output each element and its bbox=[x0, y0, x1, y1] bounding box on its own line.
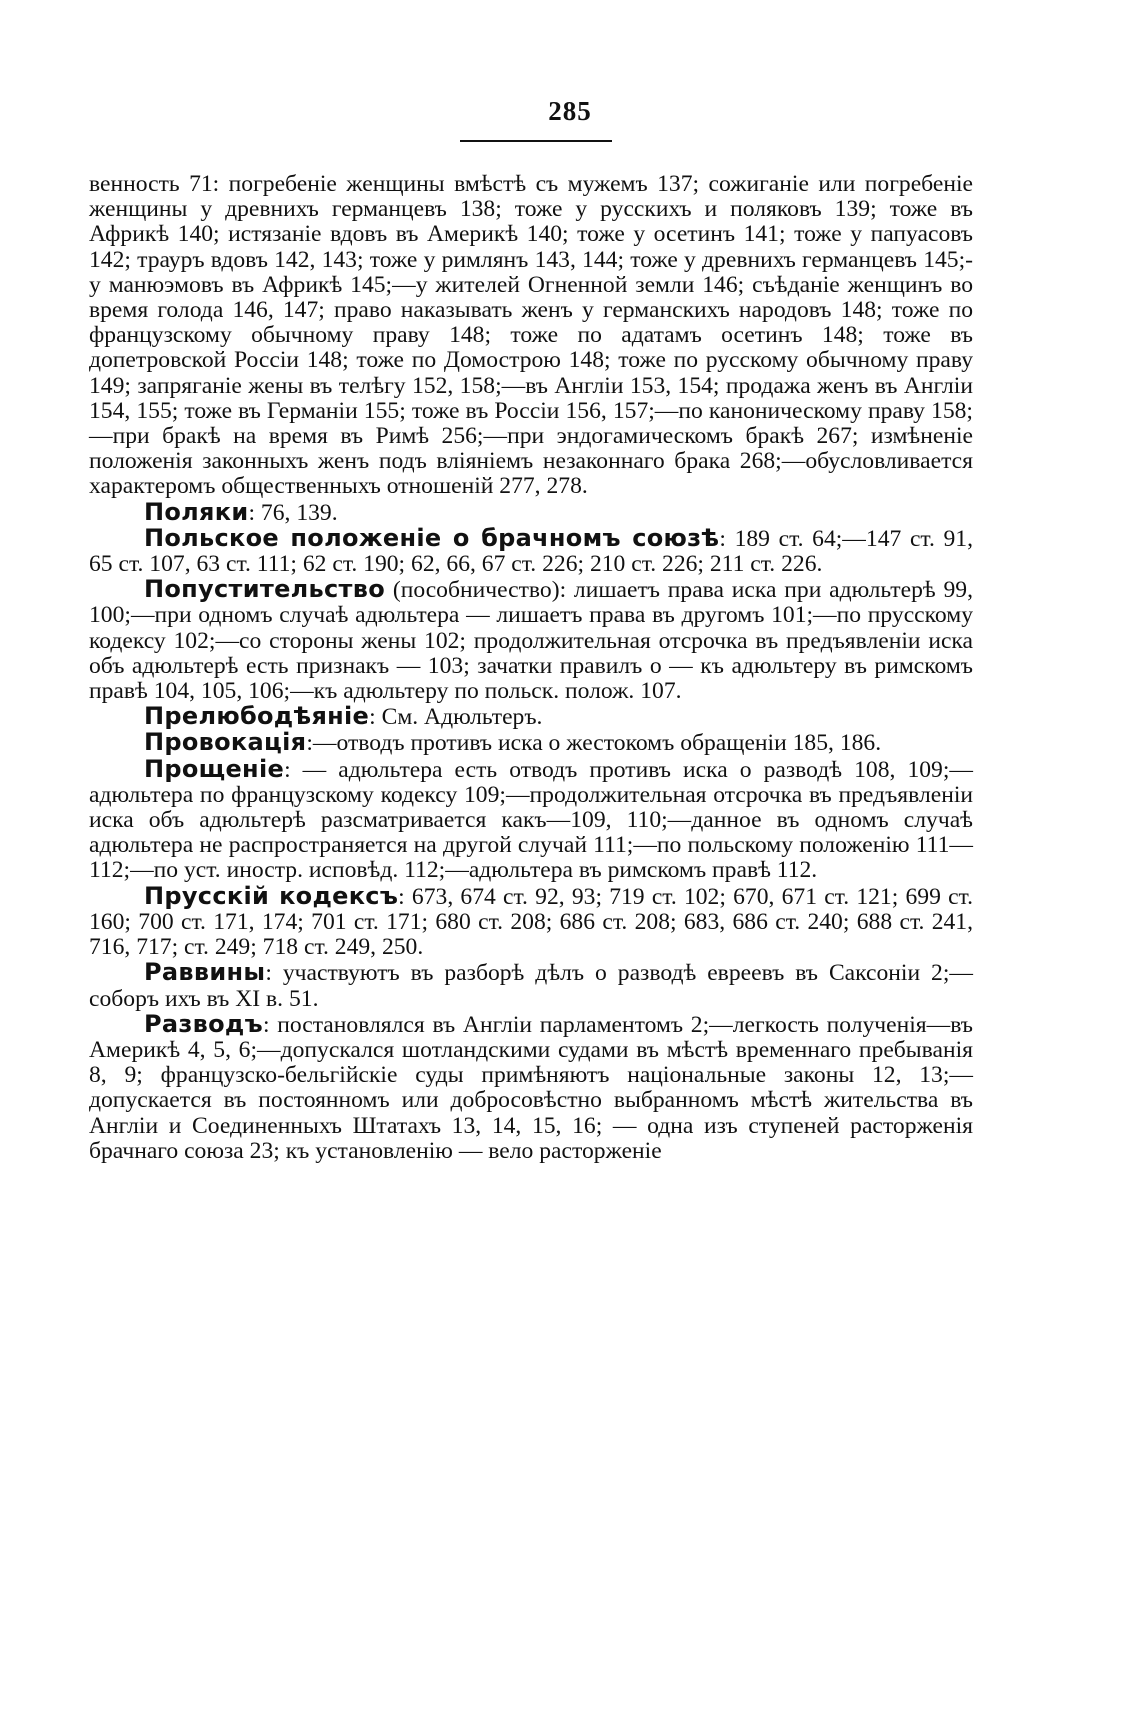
entry-term: Польское положеніе о брачномъ союзѣ bbox=[144, 523, 720, 552]
entry-text: : 673, 674 ст. 92, 93; 719 ст. 102; 670, 671 ст. 121; 699 ст. 160; 700 ст. 171, 174; 701 ст. 171; 680 ст. 208; 686 ст. 208; 683, 686 ст. 240; 688 ст. 241, 716, 717; ст. 249; 718 ст. 249, 250. bbox=[89, 883, 973, 961]
entry-text: : — адюльтера есть отводъ противъ иска о разводѣ 108, 109;—адюльтера по французскому кодексу 109;—продолжительная отсрочка въ предъявленіи иска объ адюльтерѣ разсматривается какъ—109, 110;—данное въ одномъ случаѣ адюльтера не распространяется на другой случай 111;—по польскому положенію 111—112;—по уст. иностр. исповѣд. 112;—адюльтера въ римскомъ правѣ 112. bbox=[89, 756, 973, 884]
entry-text: :—отводъ противъ иска о жестокомъ обращеніи 185, 186. bbox=[306, 730, 882, 757]
entry-text: : См. Адюльтеръ. bbox=[369, 704, 543, 731]
entry-text: : 189 ст. 64;—147 ст. 91, 65 ст. 107, 63 ст. 111; 62 ст. 190; 62, 66, 67 ст. 226; 210 ст. 226; 211 ст. 226. bbox=[89, 525, 973, 578]
index-entry-ravviny bbox=[89, 960, 973, 1011]
index-entry-razvod bbox=[89, 1009, 973, 1164]
entry-text: : 76, 139. bbox=[248, 499, 338, 526]
index-entry-proshchenie bbox=[89, 754, 973, 884]
entry-term: Прощеніе bbox=[144, 754, 285, 783]
entry-term: Попустительство bbox=[144, 575, 386, 604]
entry-text: : постановлялся въ Англіи парламентомъ 2;—легкость полученія—въ Америкѣ 4, 5, 6;—допускался шотландскими судами въ мѣстѣ временнаго пребыванія 8, 9; французско-бельгійскіе суды примѣняютъ національные законы 12, 13;—допускается въ постоянномъ или добросовѣстно выбранномъ мѣстѣ жительства въ Англіи и Соединенныхъ Штатахъ 13, 14, 15, 16; — одна изъ ступеней расторженія брачнаго союза 23; къ установленію — вело расторженіе bbox=[89, 1011, 973, 1164]
index-column bbox=[89, 172, 973, 1164]
entry-term: Прелюбодѣяніе bbox=[144, 702, 370, 731]
index-entry-popustitelstvo bbox=[89, 577, 973, 704]
entry-text: венность 71: погребеніе женщины вмѣстѣ съ мужемъ 137; сожиганіе или погребеніе женщины у древнихъ германцевъ 138; тоже у русскихъ и поляковъ 139; тоже въ Африкѣ 140; истязаніе вдовъ въ Америкѣ 140; тоже у осетинъ 141; тоже у папуасовъ 142; трауръ вдовъ 142, 143; тоже у римлянъ 143, 144; тоже у древнихъ германцевъ 145;- у манюэмовъ въ Африкѣ 145;—у жителей Огненной земли 146; съѣданіе женщинъ во время голода 146, 147; право наказывать женъ у германскихъ народовъ 148; тоже по французскому обычному праву 148; тоже по адатамъ осетинъ 148; тоже въ допетровской Россіи 148; тоже по Домострою 148; тоже по русскому обычному праву 149; запряганіе жены въ телѣгу 152, 158;—въ Англіи 153, 154; продажа женъ въ Англіи 154, 155; тоже въ Германіи 155; тоже въ Россіи 156, 157;—по каноническому праву 158;—при бракѣ на время въ Римѣ 256;—при эндогамическомъ бракѣ 267; измѣненіе положенія законныхъ женъ подъ вліяніемъ незаконнаго брака 268;—обусловливается характеромъ общественныхъ отношеній 277, 278. bbox=[89, 171, 973, 500]
page-number-rule bbox=[460, 140, 612, 142]
index-entry-polyaki bbox=[89, 497, 973, 526]
page-number: 285 bbox=[548, 96, 592, 126]
index-entry-prusskiy-kodeks bbox=[89, 881, 973, 961]
index-entry-provokatsiya bbox=[89, 730, 973, 756]
entry-text: (пособничество): лишаетъ права иска при адюльтерѣ 99, 100;—при одномъ случаѣ адюльтера — лишаетъ права въ другомъ 101;—по прусскому кодексу 102;—со стороны жены 102; продолжительная отсрочка въ предъявленіи иска объ адюльтерѣ есть признакъ — 103; зачатки правилъ о — къ адюльтеру въ римскомъ правѣ 104, 105, 106;—къ адюльтеру по польск. полож. 107. bbox=[89, 577, 973, 705]
entry-term: Поляки bbox=[144, 497, 249, 526]
entry-term: Раввины bbox=[144, 958, 266, 987]
entry-term: Провокація bbox=[144, 728, 307, 757]
index-entry-continued bbox=[89, 172, 973, 500]
entry-term: Разводъ bbox=[144, 1009, 263, 1038]
index-entry-polskoe-polozhenie bbox=[89, 523, 973, 578]
entry-term: Прусскій кодексъ bbox=[144, 881, 399, 910]
index-entry-prelyubodeyanie bbox=[89, 704, 973, 730]
entry-text: : участвуютъ въ разборѣ дѣлъ о разводѣ евреевъ въ Саксоніи 2;—соборъ ихъ въ XI в. 51. bbox=[89, 960, 973, 1012]
